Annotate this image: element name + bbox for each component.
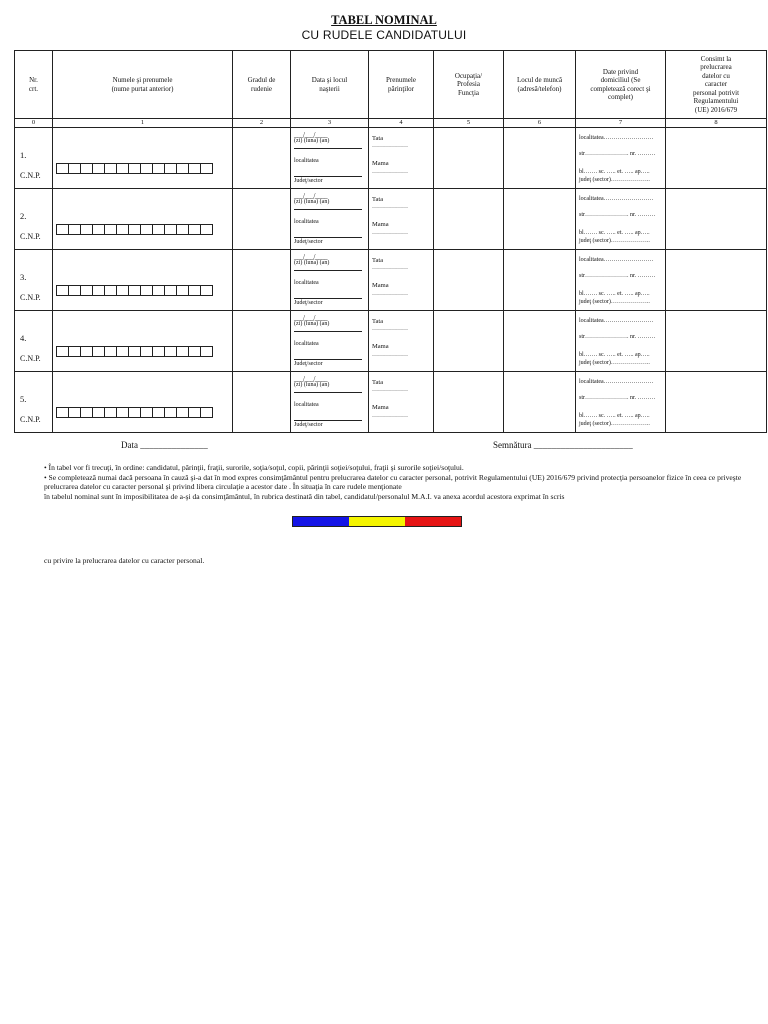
- cell-degree[interactable]: [233, 128, 291, 189]
- column-number: 0: [15, 119, 53, 128]
- cnp-digit-box[interactable]: [93, 346, 105, 357]
- cell-occupation[interactable]: [434, 311, 504, 372]
- cnp-digit-box[interactable]: [201, 163, 213, 174]
- column-header-parents: Prenumele părinţilor: [369, 51, 434, 119]
- cnp-digit-box[interactable]: [141, 285, 153, 296]
- cnp-digit-box[interactable]: [153, 285, 165, 296]
- cell-domicile[interactable]: [576, 250, 666, 311]
- cell-degree[interactable]: [233, 250, 291, 311]
- note-2: • Se completează numai dacă persoana în cauză şi-a dat în mod expres consimţământul pentru prelucrarea datelor cu caracter personal, potrivit Regulamentului (UE) 2016/679 privind protecţia persoanelor fizice în ceea ce priveşte prelucrarea datelor cu caracter personal şi privind libera circulaţie a acestor date . În situaţia în care rudele menţionate: [44, 472, 742, 492]
- mother-label: Mama: [372, 160, 389, 167]
- flag-stripe-blue: [293, 517, 349, 526]
- cnp-digit-box[interactable]: [105, 407, 117, 418]
- footer-text: cu privire la prelucrarea datelor cu caracter personal.: [44, 556, 205, 565]
- cnp-digit-box[interactable]: [69, 346, 81, 357]
- domicile-street: str…………………. nr. ………: [579, 395, 656, 401]
- birth-county-label: Judeţ/sector: [294, 178, 323, 184]
- cnp-digit-box[interactable]: [69, 163, 81, 174]
- domicile-county: judeţ (sector)………………..: [579, 360, 650, 366]
- table-body: [15, 128, 767, 433]
- cell-degree[interactable]: [233, 372, 291, 433]
- cnp-digit-box[interactable]: [105, 163, 117, 174]
- cnp-digit-box[interactable]: [117, 407, 129, 418]
- cnp-digit-box[interactable]: [165, 285, 177, 296]
- column-number: 3: [291, 119, 369, 128]
- cell-nr: [15, 189, 53, 250]
- column-number: 4: [369, 119, 434, 128]
- father-label: Tata: [372, 135, 384, 142]
- domicile-block: bl……. sc. ….. et. ….. ap…..: [579, 169, 650, 175]
- date-field-label: Data _______________: [121, 440, 208, 450]
- cell-name[interactable]: [53, 250, 233, 311]
- cnp-digit-box[interactable]: [81, 407, 93, 418]
- column-header-consent: Consimt la prelucrarea datelor cu caracter personal potrivit Regulamentului (UE) 2016/679: [666, 51, 767, 119]
- column-number-row: [15, 119, 767, 128]
- cnp-digit-box[interactable]: [141, 224, 153, 235]
- cnp-digit-box[interactable]: [117, 163, 129, 174]
- cell-name[interactable]: [53, 372, 233, 433]
- birth-date-hint: (zi) (luna) (an): [294, 382, 330, 388]
- cnp-digit-box[interactable]: [81, 163, 93, 174]
- cell-parents[interactable]: [369, 128, 434, 189]
- cnp-digit-box[interactable]: [105, 346, 117, 357]
- cnp-digit-box[interactable]: [177, 346, 189, 357]
- cnp-label: C.N.P.: [20, 232, 41, 241]
- cnp-digit-box[interactable]: [105, 224, 117, 235]
- birth-place-label: localitatea: [294, 219, 319, 225]
- domicile-locality: localitatea…………………….: [579, 379, 654, 385]
- cnp-digit-box[interactable]: [117, 346, 129, 357]
- cnp-boxes: [56, 163, 213, 174]
- divider: [294, 176, 362, 177]
- cell-degree[interactable]: [233, 311, 291, 372]
- domicile-street: str…………………. nr. ………: [579, 151, 656, 157]
- mother-blank: ………………: [372, 230, 408, 236]
- cnp-digit-box[interactable]: [165, 224, 177, 235]
- table-header-row: [15, 51, 767, 119]
- domicile-locality: localitatea…………………….: [579, 135, 654, 141]
- cnp-digit-box[interactable]: [57, 285, 69, 296]
- cnp-digit-box[interactable]: [93, 407, 105, 418]
- notes-block: [44, 463, 764, 501]
- cell-occupation[interactable]: [434, 128, 504, 189]
- cnp-digit-box[interactable]: [93, 224, 105, 235]
- birth-date-blank: ___/___/____: [294, 375, 327, 383]
- birth-county-label: Judeţ/sector: [294, 361, 323, 367]
- cell-consent[interactable]: [666, 311, 767, 372]
- mother-label: Mama: [372, 343, 389, 350]
- table-row: [15, 250, 767, 311]
- cnp-digit-box[interactable]: [153, 224, 165, 235]
- divider: [294, 298, 362, 299]
- column-number: 7: [576, 119, 666, 128]
- birth-date-hint: (zi) (luna) (an): [294, 260, 330, 266]
- cell-consent[interactable]: [666, 189, 767, 250]
- mother-label: Mama: [372, 404, 389, 411]
- cnp-digit-box[interactable]: [117, 285, 129, 296]
- flag-stripe-red: [405, 517, 461, 526]
- domicile-block: bl……. sc. ….. et. ….. ap…..: [579, 413, 650, 419]
- column-number: 1: [53, 119, 233, 128]
- cnp-digit-box[interactable]: [153, 346, 165, 357]
- cell-birth[interactable]: [291, 311, 369, 372]
- cnp-digit-box[interactable]: [177, 407, 189, 418]
- cell-consent[interactable]: [666, 128, 767, 189]
- domicile-block: bl……. sc. ….. et. ….. ap…..: [579, 352, 650, 358]
- birth-county-label: Judeţ/sector: [294, 239, 323, 245]
- row-number: 4.: [20, 333, 27, 343]
- table-row: [15, 372, 767, 433]
- cell-name[interactable]: [53, 311, 233, 372]
- column-header-workplace: Locul de muncă (adresă/telefon): [504, 51, 576, 119]
- cell-domicile[interactable]: [576, 372, 666, 433]
- birth-date-blank: ___/___/____: [294, 192, 327, 200]
- domicile-locality: localitatea…………………….: [579, 318, 654, 324]
- divider: [294, 392, 362, 393]
- cell-degree[interactable]: [233, 189, 291, 250]
- flag-stripe-yellow: [349, 517, 405, 526]
- cell-nr: [15, 250, 53, 311]
- father-blank: ………………: [372, 143, 408, 149]
- domicile-block: bl……. sc. ….. et. ….. ap…..: [579, 291, 650, 297]
- cell-parents[interactable]: [369, 372, 434, 433]
- cell-nr: [15, 372, 53, 433]
- mother-blank: ………………: [372, 413, 408, 419]
- romanian-flag: [292, 516, 462, 527]
- cnp-digit-box[interactable]: [69, 285, 81, 296]
- cnp-digit-box[interactable]: [57, 163, 69, 174]
- cell-parents[interactable]: [369, 250, 434, 311]
- mother-label: Mama: [372, 221, 389, 228]
- cnp-digit-box[interactable]: [177, 163, 189, 174]
- relatives-table: [14, 50, 767, 433]
- cell-consent[interactable]: [666, 372, 767, 433]
- note-3: în tabelul nominal sunt în imposibilitatea de a-şi da consimţământul, în rubrica destinată din tabel, candidatul/personalul M.A.I. va anexa acordul acestora exprimat în scris: [44, 491, 565, 501]
- cnp-digit-box[interactable]: [129, 407, 141, 418]
- cnp-digit-box[interactable]: [105, 285, 117, 296]
- domicile-street: str…………………. nr. ………: [579, 212, 656, 218]
- domicile-county: judeţ (sector)………………..: [579, 421, 650, 427]
- father-blank: ………………: [372, 265, 408, 271]
- cell-nr: [15, 311, 53, 372]
- cnp-digit-box[interactable]: [189, 163, 201, 174]
- cnp-digit-box[interactable]: [129, 224, 141, 235]
- cell-occupation[interactable]: [434, 372, 504, 433]
- birth-date-hint: (zi) (luna) (an): [294, 138, 330, 144]
- column-header-occupation: Ocupaţia/ Profesia Funcţia: [434, 51, 504, 119]
- table-row: [15, 189, 767, 250]
- row-number: 2.: [20, 211, 27, 221]
- cnp-digit-box[interactable]: [201, 407, 213, 418]
- cnp-digit-box[interactable]: [117, 224, 129, 235]
- father-label: Tata: [372, 379, 384, 386]
- domicile-county: judeţ (sector)………………..: [579, 299, 650, 305]
- cnp-digit-box[interactable]: [189, 346, 201, 357]
- domicile-street: str…………………. nr. ………: [579, 273, 656, 279]
- cell-workplace[interactable]: [504, 311, 576, 372]
- divider: [294, 359, 362, 360]
- cnp-digit-box[interactable]: [57, 407, 69, 418]
- birth-place-label: localitatea: [294, 341, 319, 347]
- domicile-locality: localitatea…………………….: [579, 257, 654, 263]
- divider: [294, 209, 362, 210]
- cnp-digit-box[interactable]: [165, 346, 177, 357]
- cell-domicile[interactable]: [576, 128, 666, 189]
- mother-blank: ………………: [372, 352, 408, 358]
- cnp-digit-box[interactable]: [93, 163, 105, 174]
- signature-field-label: Semnătura ______________________: [493, 440, 633, 450]
- mother-blank: ………………: [372, 291, 408, 297]
- birth-date-hint: (zi) (luna) (an): [294, 321, 330, 327]
- cell-name[interactable]: [53, 128, 233, 189]
- column-header-name: Numele şi prenumele (nume purtat anterior): [53, 51, 233, 119]
- father-blank: ………………: [372, 326, 408, 332]
- cell-parents[interactable]: [369, 311, 434, 372]
- cnp-boxes: [56, 285, 213, 296]
- birth-date-hint: (zi) (luna) (an): [294, 199, 330, 205]
- father-label: Tata: [372, 257, 384, 264]
- row-number: 1.: [20, 150, 27, 160]
- cnp-digit-box[interactable]: [141, 346, 153, 357]
- column-number: 8: [666, 119, 767, 128]
- cell-occupation[interactable]: [434, 250, 504, 311]
- cell-consent[interactable]: [666, 250, 767, 311]
- cnp-digit-box[interactable]: [201, 285, 213, 296]
- cnp-boxes: [56, 346, 213, 357]
- cnp-digit-box[interactable]: [177, 285, 189, 296]
- cnp-digit-box[interactable]: [189, 224, 201, 235]
- cnp-digit-box[interactable]: [189, 285, 201, 296]
- domicile-block: bl……. sc. ….. et. ….. ap…..: [579, 230, 650, 236]
- birth-date-blank: ___/___/____: [294, 253, 327, 261]
- cnp-label: C.N.P.: [20, 171, 41, 180]
- birth-date-blank: ___/___/____: [294, 314, 327, 322]
- cnp-digit-box[interactable]: [57, 224, 69, 235]
- cnp-digit-box[interactable]: [189, 407, 201, 418]
- page-title: TABEL NOMINAL: [331, 13, 437, 27]
- cnp-label: C.N.P.: [20, 293, 41, 302]
- cnp-boxes: [56, 224, 213, 235]
- cell-workplace[interactable]: [504, 128, 576, 189]
- cell-name[interactable]: [53, 189, 233, 250]
- row-number: 5.: [20, 394, 27, 404]
- cell-nr: [15, 128, 53, 189]
- father-blank: ………………: [372, 204, 408, 210]
- note-1: • În tabel vor fi trecuţi, în ordine: candidatul, părinţii, fraţii, surorile, soţia/soţul, copii, părinţii soţiei/soţului, fraţii şi surorile soţiei/soţului.: [44, 463, 464, 472]
- cnp-digit-box[interactable]: [129, 163, 141, 174]
- table-row: [15, 311, 767, 372]
- cell-birth[interactable]: [291, 250, 369, 311]
- cnp-digit-box[interactable]: [165, 163, 177, 174]
- cnp-digit-box[interactable]: [129, 346, 141, 357]
- cell-domicile[interactable]: [576, 311, 666, 372]
- cnp-boxes: [56, 407, 213, 418]
- birth-county-label: Judeţ/sector: [294, 422, 323, 428]
- cnp-digit-box[interactable]: [69, 224, 81, 235]
- father-label: Tata: [372, 196, 384, 203]
- column-number: 6: [504, 119, 576, 128]
- column-number: 2: [233, 119, 291, 128]
- domicile-street: str…………………. nr. ………: [579, 334, 656, 340]
- column-number: 5: [434, 119, 504, 128]
- cell-parents[interactable]: [369, 189, 434, 250]
- cnp-digit-box[interactable]: [69, 407, 81, 418]
- column-header-nr: Nr. crt.: [15, 51, 53, 119]
- cnp-digit-box[interactable]: [201, 346, 213, 357]
- mother-blank: ………………: [372, 169, 408, 175]
- birth-place-label: localitatea: [294, 158, 319, 164]
- cnp-digit-box[interactable]: [81, 224, 93, 235]
- cnp-digit-box[interactable]: [93, 285, 105, 296]
- divider: [294, 270, 362, 271]
- cnp-digit-box[interactable]: [141, 163, 153, 174]
- cnp-label: C.N.P.: [20, 354, 41, 363]
- mother-label: Mama: [372, 282, 389, 289]
- cnp-digit-box[interactable]: [165, 407, 177, 418]
- divider: [294, 420, 362, 421]
- domicile-locality: localitatea…………………….: [579, 196, 654, 202]
- birth-place-label: localitatea: [294, 280, 319, 286]
- cell-workplace[interactable]: [504, 189, 576, 250]
- cell-birth[interactable]: [291, 128, 369, 189]
- cell-domicile[interactable]: [576, 189, 666, 250]
- cell-birth[interactable]: [291, 372, 369, 433]
- column-header-degree: Gradul de rudenie: [233, 51, 291, 119]
- cnp-digit-box[interactable]: [57, 346, 69, 357]
- cnp-digit-box[interactable]: [201, 224, 213, 235]
- domicile-county: judeţ (sector)………………..: [579, 177, 650, 183]
- cnp-label: C.N.P.: [20, 415, 41, 424]
- column-header-birth: Data şi locul naşterii: [291, 51, 369, 119]
- birth-county-label: Judeţ/sector: [294, 300, 323, 306]
- father-blank: ………………: [372, 387, 408, 393]
- cell-workplace[interactable]: [504, 372, 576, 433]
- divider: [294, 148, 362, 149]
- cnp-digit-box[interactable]: [141, 407, 153, 418]
- cnp-digit-box[interactable]: [81, 346, 93, 357]
- domicile-county: judeţ (sector)………………..: [579, 238, 650, 244]
- cnp-digit-box[interactable]: [81, 285, 93, 296]
- birth-date-blank: ___/___/____: [294, 131, 327, 139]
- cell-birth[interactable]: [291, 189, 369, 250]
- father-label: Tata: [372, 318, 384, 325]
- cnp-digit-box[interactable]: [153, 407, 165, 418]
- cnp-digit-box[interactable]: [177, 224, 189, 235]
- cnp-digit-box[interactable]: [129, 285, 141, 296]
- row-number: 3.: [20, 272, 27, 282]
- page-subtitle: CU RUDELE CANDIDATULUI: [301, 28, 467, 42]
- birth-place-label: localitatea: [294, 402, 319, 408]
- divider: [294, 237, 362, 238]
- column-header-domicile: Date privind domiciliul (Se completează corect şi complet): [576, 51, 666, 119]
- divider: [294, 331, 362, 332]
- cnp-digit-box[interactable]: [153, 163, 165, 174]
- table-row: [15, 128, 767, 189]
- cell-occupation[interactable]: [434, 189, 504, 250]
- cell-workplace[interactable]: [504, 250, 576, 311]
